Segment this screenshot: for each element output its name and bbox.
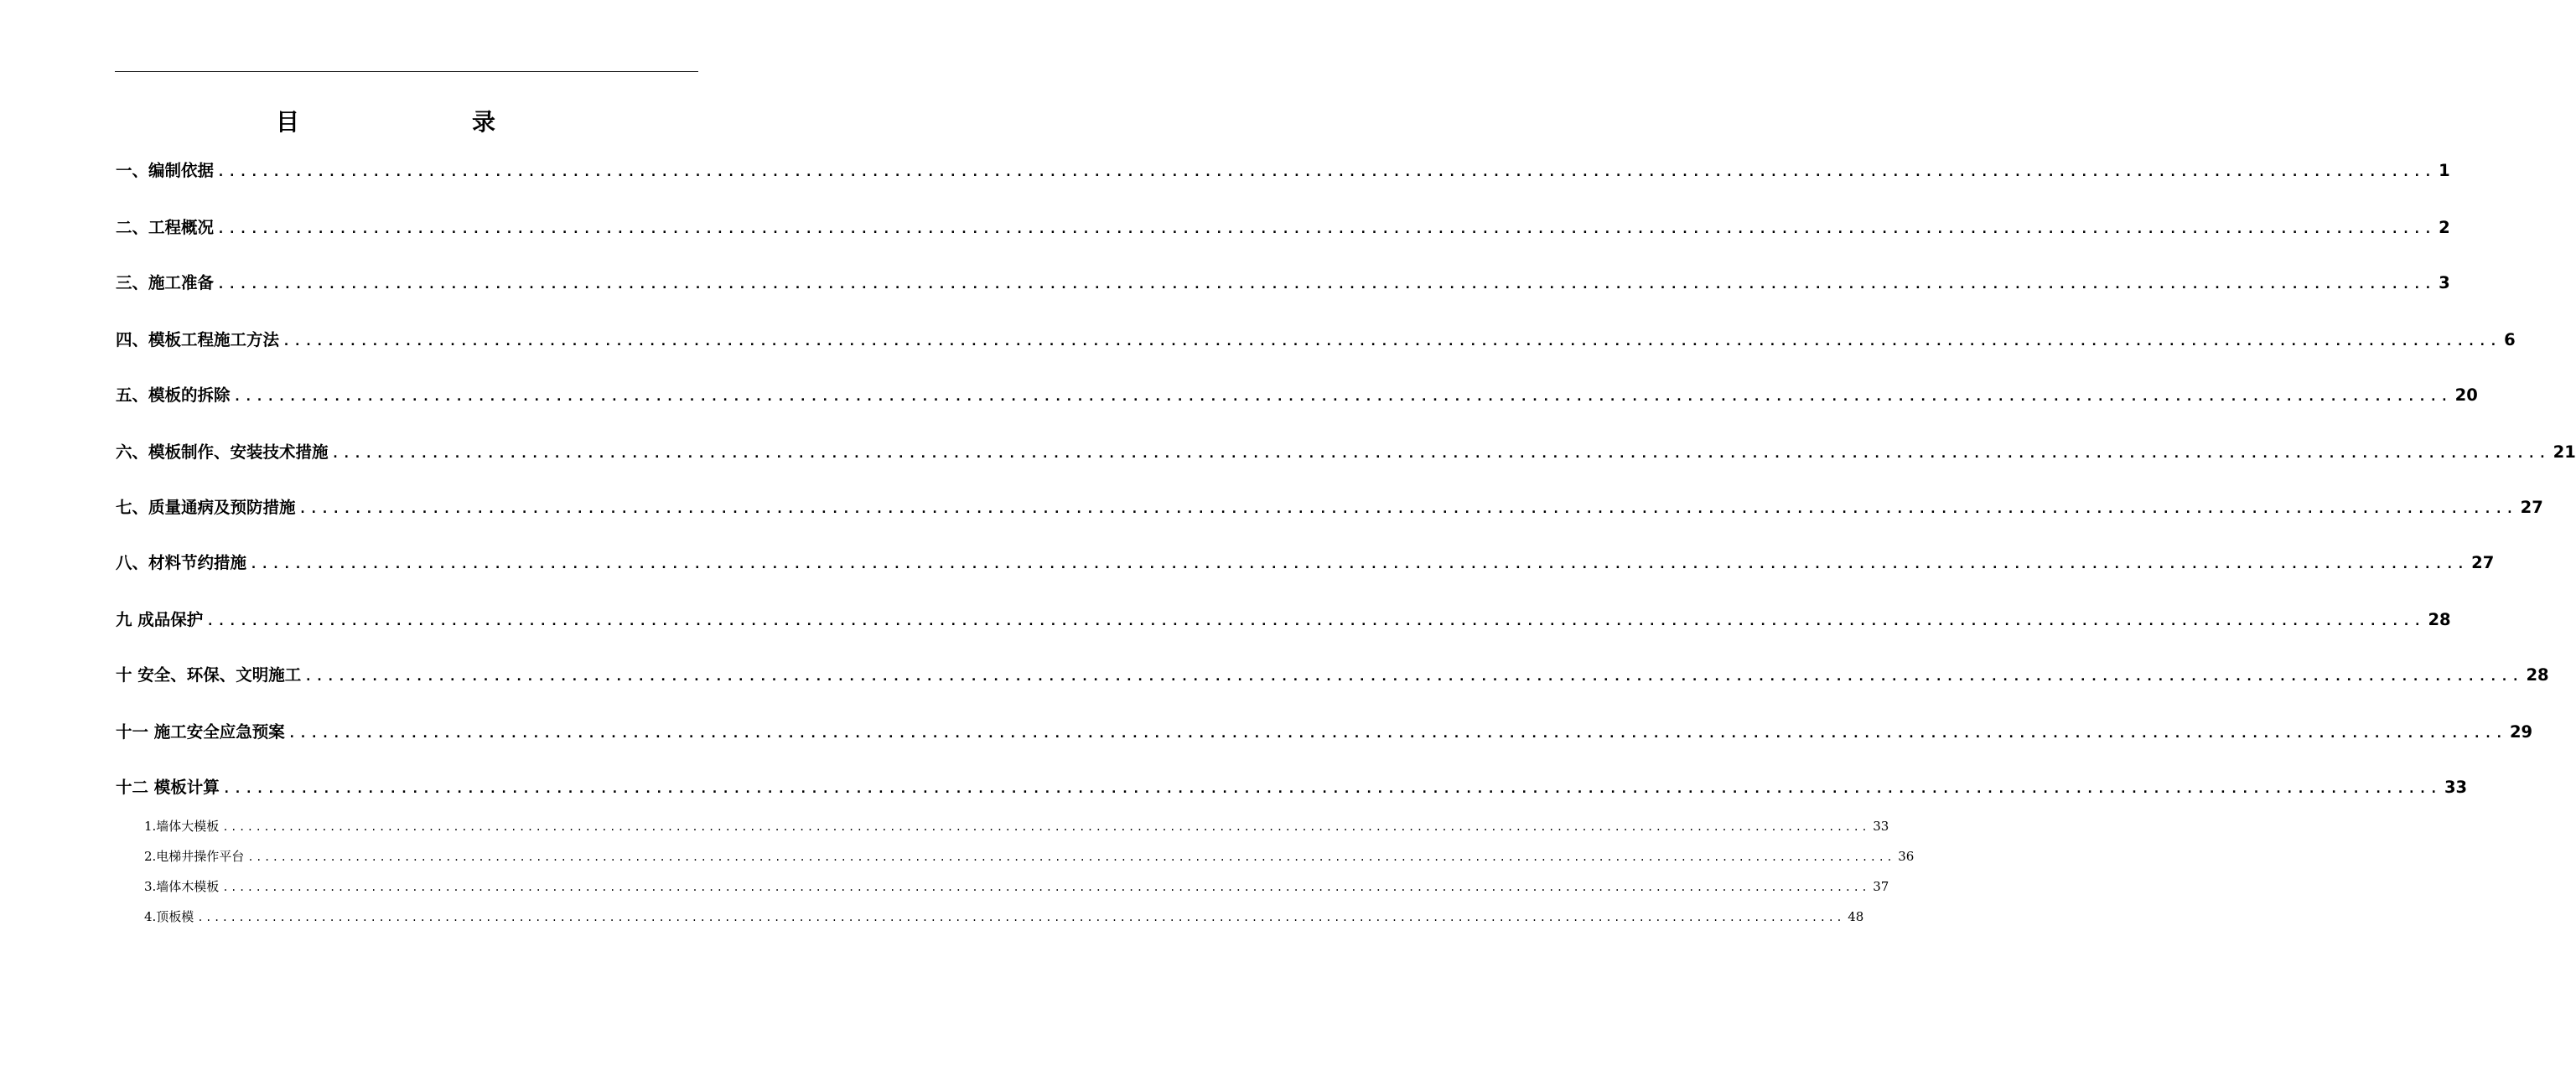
toc-entry-label: 五、模板的拆除: [116, 385, 231, 405]
toc-entry[interactable]: [116, 382, 2478, 406]
toc-subentry[interactable]: [144, 907, 1864, 925]
toc-leader-dots: ........................................................................................................................................................................................................: [247, 851, 1895, 863]
toc-entry[interactable]: [116, 215, 2450, 238]
toc-entry-page-number: 6: [2504, 330, 2516, 349]
toc-entry-page-number: 27: [2471, 553, 2495, 572]
toc-leader-dots: ........................................................................................................................................................................................................: [222, 821, 1870, 833]
toc-entry[interactable]: [116, 607, 2451, 630]
toc-entry-label: 1.墙体大模板: [144, 819, 220, 834]
toc-entry-label: 一、编制依据: [116, 161, 215, 180]
toc-entry-label: 六、模板制作、安装技术措施: [116, 442, 329, 462]
toc-leader-dots: ........................................................................................................................................................................................................: [217, 164, 2436, 179]
toc-entry-page-number: 37: [1873, 879, 1889, 894]
toc-leader-dots: ........................................................................................................................................................................................................: [304, 669, 2523, 684]
toc-entry-label: 十一 施工安全应急预案: [116, 722, 285, 742]
toc-subentry[interactable]: [144, 817, 1889, 835]
toc-leader-dots: ........................................................................................................................................................................................................: [217, 277, 2436, 292]
toc-leader-dots: ........................................................................................................................................................................................................: [197, 912, 1845, 923]
toc-leader-dots: ........................................................................................................................................................................................................: [222, 781, 2441, 796]
toc-entry-label: 4.顶板模: [144, 909, 194, 924]
toc-leader-dots: ........................................................................................................................................................................................................: [206, 613, 2425, 628]
toc-entry-page-number: 21: [2553, 442, 2576, 462]
toc-leader-dots: ........................................................................................................................................................................................................: [217, 221, 2436, 236]
toc-subentry[interactable]: [144, 847, 1915, 865]
toc-title: 目 录: [275, 108, 537, 136]
toc-entry-page-number: 28: [2428, 610, 2451, 629]
toc-entry-label: 八、材料节约措施: [116, 553, 247, 572]
toc-leader-dots: ........................................................................................................................................................................................................: [233, 389, 2452, 404]
toc-entry-page-number: 20: [2454, 385, 2478, 405]
toc-entry-label: 十 安全、环保、文明施工: [116, 665, 302, 685]
toc-entry-page-number: 28: [2526, 665, 2549, 685]
toc-entry[interactable]: [116, 719, 2533, 742]
toc-entry[interactable]: [116, 494, 2543, 518]
toc-entry-page-number: 3: [2439, 273, 2450, 292]
toc-entry-label: 七、质量通病及预防措施: [116, 498, 296, 517]
toc-entry[interactable]: [116, 327, 2516, 350]
toc-leader-dots: ........................................................................................................................................................................................................: [288, 726, 2506, 741]
toc-entry-label: 十二 模板计算: [116, 778, 220, 797]
toc-leader-dots: ........................................................................................................................................................................................................: [250, 556, 2469, 571]
toc-entry[interactable]: [116, 774, 2468, 798]
toc-entry-label: 九 成品保护: [116, 610, 204, 629]
toc-entry[interactable]: [116, 270, 2450, 293]
toc-entry-page-number: 27: [2520, 498, 2543, 517]
toc-entry-label: 3.墙体木模板: [144, 879, 220, 894]
toc-entry-page-number: 1: [2439, 161, 2450, 180]
toc-entry-page-number: 2: [2439, 218, 2450, 237]
toc-leader-dots: ........................................................................................................................................................................................................: [282, 334, 2501, 349]
toc-entry[interactable]: [116, 550, 2495, 573]
toc-entry-page-number: 33: [1873, 819, 1889, 834]
toc-entry-page-number: 36: [1898, 849, 1915, 864]
toc-entry-label: 三、施工准备: [116, 273, 215, 292]
toc-leader-dots: ........................................................................................................................................................................................................: [331, 446, 2550, 461]
toc-entry-page-number: 48: [1848, 909, 1864, 924]
toc-entry[interactable]: [116, 662, 2549, 685]
toc-leader-dots: ........................................................................................................................................................................................................: [298, 501, 2517, 516]
toc-entry-page-number: 29: [2509, 722, 2533, 742]
toc-entry-label: 2.电梯井操作平台: [144, 849, 245, 864]
toc-entry-label: 二、工程概况: [116, 218, 215, 237]
toc-entry-page-number: 33: [2444, 778, 2468, 797]
toc-entry[interactable]: [116, 439, 2576, 463]
toc-subentry[interactable]: [144, 877, 1889, 895]
toc-entry-label: 四、模板工程施工方法: [116, 330, 280, 349]
toc-leader-dots: ........................................................................................................................................................................................................: [222, 882, 1870, 893]
toc-entry[interactable]: [116, 158, 2450, 181]
